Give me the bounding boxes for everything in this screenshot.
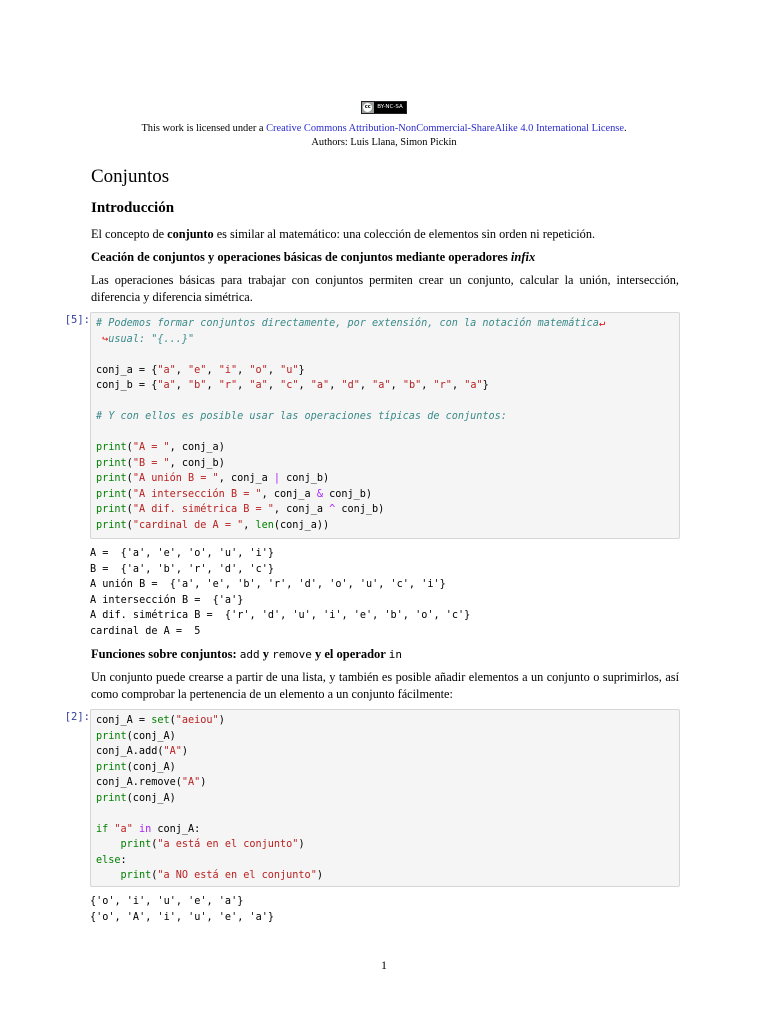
license-text bbox=[0, 122, 768, 136]
code-in: in bbox=[388, 648, 402, 661]
functions-heading-c: y el operador bbox=[311, 647, 389, 661]
cell-prompt: [2]: bbox=[64, 711, 90, 723]
creation-text: Las operaciones básicas para trabajar con conjuntos permiten crear un conjunto, calcular la unión, intersección, diferencia y diferencia simétrica. bbox=[91, 273, 679, 304]
intro-paragraph bbox=[91, 226, 679, 243]
code-source-2: conj_A = set("aeiou") print(conj_A) conj_A.add("A") print(conj_A) conj_A.remove("A") print(conj_A) if "a" in conj_A: print("a está en el conjunto") else: print("a NO está en el conjunto") bbox=[96, 715, 323, 881]
code-output-1 bbox=[90, 546, 470, 639]
cc-terms-label: BY-NC-SA bbox=[374, 102, 405, 113]
functions-heading-a: Funciones sobre conjuntos: bbox=[91, 647, 240, 661]
intro-text-a: El concepto de bbox=[91, 227, 168, 241]
page-number: 1 bbox=[381, 958, 387, 972]
functions-heading bbox=[91, 647, 679, 662]
output-text-1: A = {'a', 'e', 'o', 'u', 'i'} B = {'a', 'b', 'r', 'd', 'c'} A unión B = {'a', 'e', 'b', 'r', 'd', 'o', 'u', 'c', 'i'} A intersección B = {'a'} A dif. simétrica B = {'r', 'd', 'u', 'i', 'e', 'b', 'o', 'c'} cardinal de A = 5 bbox=[90, 548, 471, 637]
page-title: Conjuntos bbox=[91, 166, 170, 187]
cc-icon: cc bbox=[364, 104, 371, 110]
functions-paragraph bbox=[91, 669, 679, 703]
code-input-2[interactable] bbox=[90, 709, 680, 887]
code-add: add bbox=[239, 648, 260, 661]
creation-heading-text: Ceación de conjuntos y operaciones básicas de conjuntos mediante operadores bbox=[91, 250, 511, 264]
authors: Authors: Luis Llana, Simon Pickin bbox=[311, 137, 457, 148]
license-suffix: . bbox=[623, 123, 627, 134]
output-text-2: {'o', 'i', 'u', 'e', 'a'} {'o', 'A', 'i', 'u', 'e', 'a'} bbox=[90, 896, 275, 923]
license-prefix: This work is licensed under a bbox=[141, 123, 267, 134]
license-link[interactable]: Creative Commons Attribution-NonCommercial-ShareAlike 4.0 International License bbox=[266, 123, 624, 134]
code-input-1[interactable] bbox=[90, 312, 680, 539]
code-output-2 bbox=[90, 894, 274, 925]
license-header bbox=[0, 95, 768, 150]
cc-license-badge[interactable] bbox=[361, 101, 406, 114]
code-remove: remove bbox=[272, 648, 312, 661]
intro-text-b: es similar al matemático: una colección de elementos sin orden ni repetición. bbox=[213, 227, 596, 241]
intro-bold: conjunto bbox=[167, 227, 214, 241]
creation-heading-italic: infix bbox=[510, 250, 536, 264]
creation-heading bbox=[91, 250, 679, 265]
cell-prompt: [5]: bbox=[64, 314, 90, 326]
functions-text: Un conjunto puede crearse a partir de una lista, y también es posible añadir elementos a un conjunto o suprimirlos, así como comprobar la pertenencia de un elemento a un conjunto fácilmente: bbox=[91, 670, 679, 701]
creation-paragraph bbox=[91, 272, 679, 306]
functions-heading-b: y bbox=[259, 647, 273, 661]
intro-heading: Introducción bbox=[91, 200, 175, 216]
code-source-1: # Podemos formar conjuntos directamente, por extensión, con la notación matemática↵ ↪usual: "{...}" conj_a = {"a", "e", "i", "o", "u"} conj_b = {"a", "b", "r", "a", "c", "a", "d", "a", "b", "r", "a"} # Y con ellos es posible usar las operaciones típicas de conjuntos: print("A = ", conj_a) print("B = ", conj_b) print("A unión B = ", conj_a | conj_b) print("A intersección B = ", conj_a & conj_b) print("A dif. simétrica B = ", conj_a ^ conj_b) print("cardinal de A = ", len(conj_a)) bbox=[96, 318, 606, 531]
